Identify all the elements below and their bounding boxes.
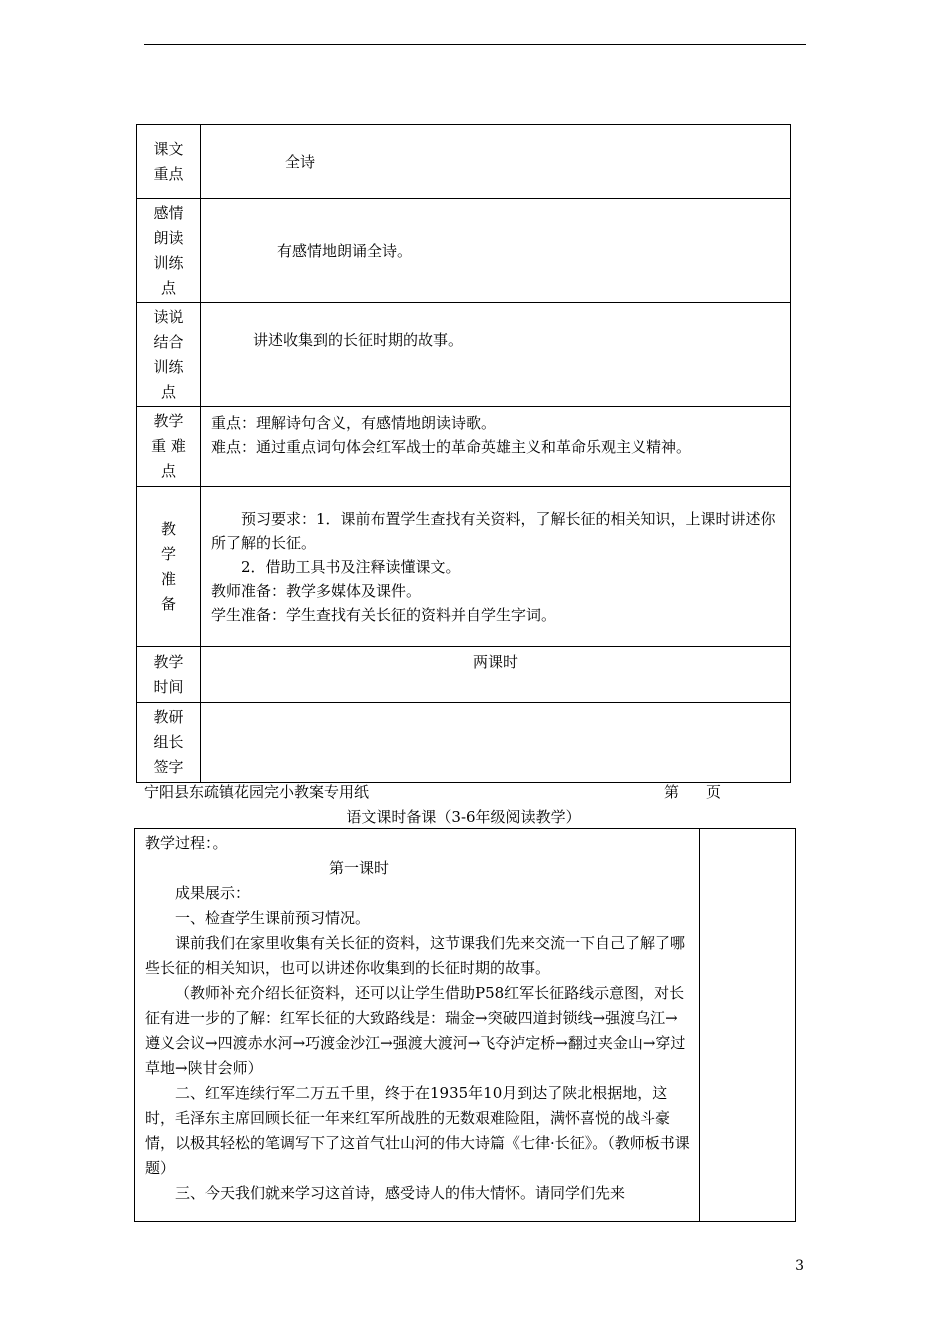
text-line: 2．借助工具书及注释读懂课文。 <box>241 557 461 576</box>
paragraph: 二、红军连续行军二万五千里，终于在1935年10月到达了陕北根据地，这时，毛泽东主席回顾长征一年来红军所战胜的无数艰难险阻，满怀喜悦的战斗豪情，以极其轻松的笔调写下了这首气壮山河的伟大诗篇《七律·长征》。（教师板书课题） <box>145 1084 690 1177</box>
row-label <box>137 703 201 783</box>
label-line: 训练 <box>153 253 184 272</box>
row-label <box>137 487 201 647</box>
label-line: 朗读 <box>153 228 184 247</box>
page-footer <box>144 781 724 803</box>
table-row <box>137 647 791 703</box>
row-label <box>137 303 201 407</box>
row-value: 有感情地朗诵全诗。 <box>201 199 791 303</box>
label-line: 结合 <box>153 332 184 351</box>
label-line: 重 难 <box>151 437 186 455</box>
lesson-plan-header-table <box>136 124 791 783</box>
paragraph: 三、今天我们就来学习这首诗，感受诗人的伟大情怀。请同学们先来 <box>175 1184 626 1202</box>
row-label <box>137 647 201 703</box>
table-row <box>137 487 791 647</box>
label-line: 教学 <box>153 652 184 671</box>
process-heading: 教学过程：。 <box>145 834 228 852</box>
label-line: 教学 <box>153 412 184 430</box>
paragraph: 成果展示： <box>175 884 251 902</box>
process-cell <box>135 829 700 1222</box>
signature-cell <box>201 703 791 783</box>
label-line: 训练 <box>153 357 184 376</box>
teaching-process-table <box>134 828 796 1222</box>
text-line: 重点：理解诗句含义，有感情地朗读诗歌。 <box>211 414 497 432</box>
label-line: 读说 <box>153 307 184 326</box>
label-line: 备 <box>160 594 176 613</box>
row-label <box>137 199 201 303</box>
label-line: 重点 <box>153 164 184 183</box>
row-label <box>137 407 201 487</box>
label-line: 教研 <box>153 708 184 726</box>
text-line: 教师准备：教学多媒体及课件。 <box>211 581 422 600</box>
row-value <box>201 487 791 647</box>
label-line: 学 <box>160 544 176 563</box>
label-line: 签字 <box>153 758 184 776</box>
label-line: 点 <box>160 382 176 401</box>
text-line: 预习要求：1．课前布置学生查找有关资料，了解长征的相关知识，上课时讲述你所了解的长征。 <box>211 509 776 552</box>
label-line: 准 <box>160 569 176 588</box>
label-line: 点 <box>160 278 176 297</box>
paragraph: （教师补充介绍长征资料，还可以让学生借助P58红军长征路线示意图，对长征有进一步的了解：红军长征的大致路线是：瑞金→突破四道封锁线→强渡乌江→遵义会议→四渡赤水河→巧渡金沙江→强渡大渡河→飞夺泸定桥→翻过夹金山→穿过草地→陕甘会师） <box>145 984 686 1077</box>
section-subtitle: 语文课时备课（3-6年级阅读教学） <box>346 808 581 826</box>
label-line: 感情 <box>153 203 184 222</box>
paragraph: 一、检查学生课前预习情况。 <box>175 909 371 927</box>
label-line: 教 <box>160 519 176 538</box>
table-row <box>135 829 796 1222</box>
page-number: 3 <box>795 1258 804 1274</box>
header-rule <box>144 44 806 45</box>
row-value: 讲述收集到的长征时期的故事。 <box>201 303 791 407</box>
label-line: 组长 <box>153 733 184 751</box>
page-prefix: 第 <box>664 783 680 801</box>
label-line: 课文 <box>153 139 184 158</box>
table-row <box>137 703 791 783</box>
lesson-title: 第一课时 <box>329 859 390 877</box>
page-suffix: 页 <box>706 783 722 801</box>
paragraph: 课前我们在家里收集有关长征的资料，这节课我们先来交流一下自己了解了哪些长征的相关知识，也可以讲述你收集到的长征时期的故事。 <box>145 934 686 977</box>
table-row <box>137 199 791 303</box>
notes-column <box>700 829 796 1222</box>
text-line: 难点：通过重点词句体会红军战士的革命英雄主义和革命乐观主义精神。 <box>211 438 692 456</box>
table-row <box>137 407 791 487</box>
label-line: 时间 <box>153 677 184 696</box>
school-name: 宁阳县东疏镇花园完小教案专用纸 <box>144 783 370 801</box>
row-value: 两课时 <box>201 647 791 703</box>
label-line: 点 <box>160 462 176 480</box>
row-value <box>201 407 791 487</box>
row-label <box>137 125 201 199</box>
text-line: 学生准备：学生查找有关长征的资料并自学生字词。 <box>211 605 557 624</box>
table-row <box>137 125 791 199</box>
row-value: 全诗 <box>201 125 791 199</box>
table-row <box>137 303 791 407</box>
